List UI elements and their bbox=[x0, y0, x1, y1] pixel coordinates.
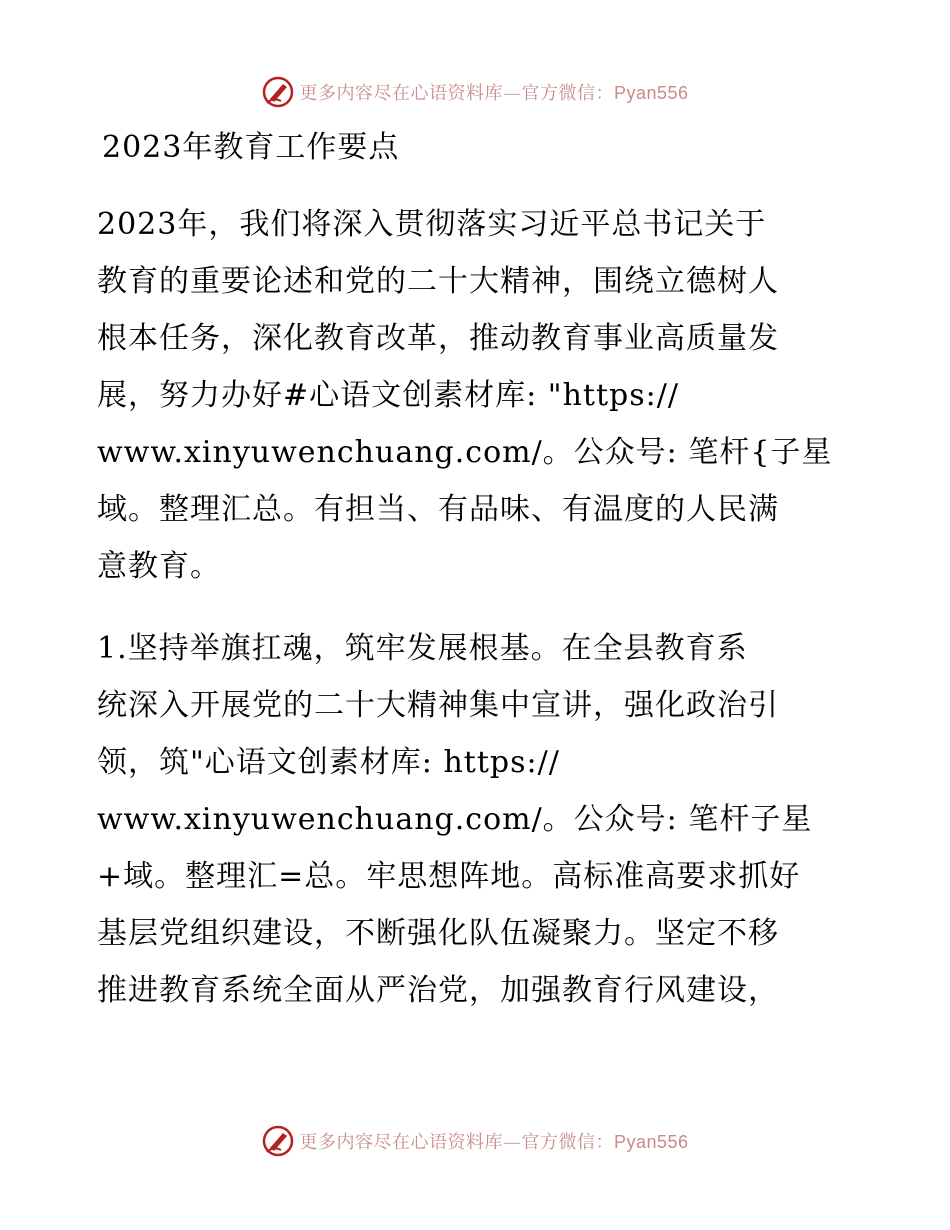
banner-text bbox=[299, 79, 688, 105]
document-title: 2023年教育工作要点 bbox=[102, 130, 400, 165]
paragraph-point-1 bbox=[97, 620, 857, 1019]
banner-dash: — bbox=[502, 1132, 522, 1153]
banner-text bbox=[299, 1128, 688, 1154]
text-line: 意教育。 bbox=[97, 549, 221, 584]
text-line: 1.坚持举旗扛魂，筑牢发展根基。在全县教育系 bbox=[97, 631, 748, 666]
footer-watermark-banner bbox=[0, 1121, 950, 1161]
text-line: 基层党组织建设，不断强化队伍凝聚力。坚定不移 bbox=[97, 916, 779, 951]
banner-official-text: 官方微信： bbox=[521, 83, 614, 104]
text-line: 推进教育系统全面从严治党，加强教育行风建设， bbox=[97, 973, 779, 1008]
banner-main-text: 更多内容尽在心语资料库 bbox=[299, 83, 503, 104]
text-line: 领，筑"心语文创素材库: https:// bbox=[97, 745, 560, 780]
header-watermark-banner bbox=[0, 72, 950, 112]
text-line: www.xinyuwenchuang.com/。公众号: 笔杆{子星 bbox=[97, 435, 833, 470]
paragraph-intro bbox=[97, 196, 857, 595]
banner-wechat-id: Pyan556 bbox=[613, 83, 689, 103]
text-line: www.xinyuwenchuang.com/。公众号: 笔杆子星 bbox=[97, 802, 813, 837]
text-line: 域。整理汇总。有担当、有品味、有温度的人民满 bbox=[97, 492, 779, 527]
text-line: 展，努力办好#心语文创素材库: "https:// bbox=[97, 378, 679, 413]
text-line: +域。整理汇=总。牢思想阵地。高标准高要求抓好 bbox=[97, 859, 801, 894]
text-line: 根本任务，深化教育改革，推动教育事业高质量发 bbox=[97, 321, 779, 356]
text-line: 教育的重要论述和党的二十大精神，围绕立德树人 bbox=[97, 264, 779, 299]
pen-circle-logo-icon bbox=[261, 75, 295, 109]
pen-circle-logo-icon bbox=[261, 1124, 295, 1158]
text-line: 统深入开展党的二十大精神集中宣讲，强化政治引 bbox=[97, 688, 779, 723]
text-line: 2023年，我们将深入贯彻落实习近平总书记关于 bbox=[97, 207, 767, 242]
banner-main-text: 更多内容尽在心语资料库 bbox=[299, 1132, 503, 1153]
banner-official-text: 官方微信： bbox=[521, 1132, 614, 1153]
banner-wechat-id: Pyan556 bbox=[613, 1132, 689, 1152]
banner-dash: — bbox=[502, 83, 522, 104]
